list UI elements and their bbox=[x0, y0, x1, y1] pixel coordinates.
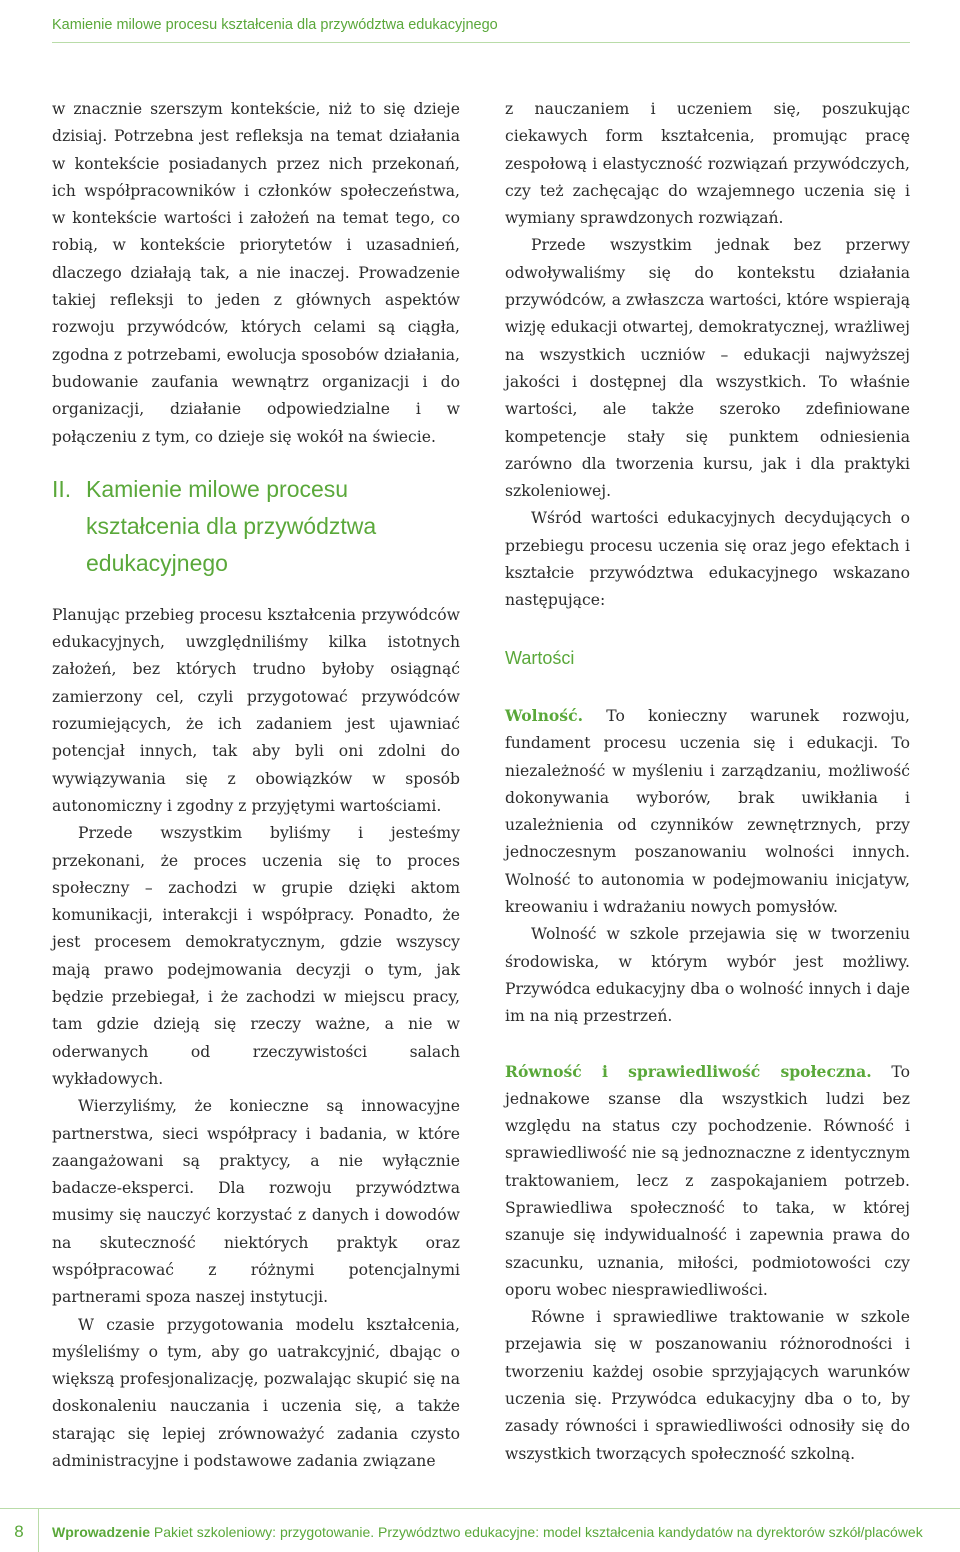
header-divider bbox=[52, 42, 910, 43]
footer-title: Pakiet szkoleniowy: przygotowanie. Przywództwo edukacyjne: model kształcenia kandydatów na dyrektorów szkół/placówek bbox=[150, 1524, 923, 1540]
paragraph: Wierzyliśmy, że konieczne są innowacyjne partnerstwa, sieci współpracy i badania, w które zaangażowani są praktycy, a nie wyłącznie badacze-eksperci. Dla rozwoju przywództwa musimy się nauczyć korzystać z danych i dowodów na skuteczność niektórych praktyk oraz współpracować z różnymi potencjalnymi partnerami spoza naszej instytucji. bbox=[52, 1097, 460, 1307]
paragraph-equality bbox=[505, 1058, 910, 1305]
section-heading bbox=[52, 471, 460, 582]
left-column bbox=[52, 96, 460, 1475]
section-title: Kamienie milowe procesu kształcenia dla przywództwa edukacyjnego bbox=[86, 475, 377, 576]
term-equality: Równość i sprawiedliwość społeczna. bbox=[505, 1061, 872, 1081]
paragraph-freedom bbox=[505, 702, 910, 921]
values-subheading: Wartości bbox=[505, 647, 575, 668]
paragraph: w znacznie szerszym kontekście, niż to się dzieje dzisiaj. Potrzebna jest refleksja na temat działania w kontekście posiadanych przez nich przekonań, ich współpracowników i członków społeczeństwa, w kontekście wartości i założeń na temat tego, co robią, w kontekście priorytetów i uzasadnień, dlaczego działają tak, a nie inaczej. Prowadzenie takiej refleksji to jeden z głównych aspektów rozwoju przywódców, których celami są ciągła, zgodna z potrzebami, ewolucja sposobów działania, budowanie zaufania wewnątrz organizacji i do organizacji, działanie odpowiedzialne i w połączeniu z tym, co dzieje się wokół na świecie. bbox=[52, 100, 460, 446]
paragraph-text: To konieczny warunek rozwoju, fundament procesu uczenia się i edukacji. To niezależność w myśleniu i zarządzaniu, możliwość dokonywania wyborów, brak uwikłania i uzależnienia od czynników zewnętrznych, przy jednoczesnym poszanowaniu wolności innych. Wolność to autonomia w podejmowaniu inicjatyw, kreowaniu i wdrażaniu nowych pomysłów. bbox=[505, 706, 910, 917]
paragraph: Wśród wartości edukacyjnych decydujących o przebiegu procesu uczenia się oraz jego efektach i kształcie przywództwa edukacyjnego wskazano następujące: bbox=[505, 509, 910, 610]
paragraph: Równe i sprawiedliwe traktowanie w szkole przejawia się w poszanowaniu różnorodności i tworzeniu każdej osobie sprzyjających warunków uczenia się. Przywódca edukacyjny dba o to, by zasady równości i sprawiedliwości odnosiły się do wszystkich tworzących społeczność szkolną. bbox=[505, 1308, 910, 1463]
paragraph-text: To jednakowe szanse dla wszystkich ludzi bez względu na status czy pochodzenie. Równość i sprawiedliwość nie są jednoznaczne z identycznym traktowaniem, lecz z zaspokajaniem potrzeb. Sprawiedliwa społeczność to taka, w której szanuje się indywidualność i zapewnia prawa do szacunku, uznania, miłości, podmiotowości czy oporu wobec niesprawiedliwości. bbox=[505, 1062, 910, 1299]
spacer bbox=[505, 1031, 910, 1058]
page-number: 8 bbox=[14, 1522, 24, 1541]
term-freedom: Wolność. bbox=[505, 705, 584, 725]
footer-section: Wprowadzenie bbox=[52, 1524, 151, 1540]
paragraph: W czasie przygotowania modelu kształcenia, myśleliśmy o tym, aby go uatrakcyjnić, dbając o większą profesjonalizację, pozwalając skupić się na doskonaleniu nauczania i uczenia się, a także starając się lepiej zrównoważyć zadania czysto administracyjne i podstawowe zadania związane bbox=[52, 1315, 460, 1471]
paragraph: Wolność w szkole przejawia się w tworzeniu środowiska, w którym wybór jest możliwy. Przywódca edukacyjny dba o wolność innych i daje im na nią przestrzeń. bbox=[505, 925, 910, 1026]
section-number: II. bbox=[52, 475, 72, 502]
footer-vertical-divider bbox=[38, 1508, 39, 1552]
paragraph: Planując przebieg procesu kształcenia przywódców edukacyjnych, uwzględniliśmy kilka istotnych założeń, bez których trudno byłoby osiągnąć zamierzony cel, czyli przygotować przywódców rozumiejących, że ich zadaniem jest ujawniać potencjał innych, tak aby byli oni zdolni do wywiązywania się z obowiązków w sposób autonomiczny i zgodny z przyjętymi wartościami. bbox=[52, 605, 460, 815]
right-column bbox=[505, 96, 910, 1468]
paragraph: Przede wszystkim byliśmy i jesteśmy przekonani, że proces uczenia się to proces społeczny – zachodzi w grupie dzięki aktom komunikacji, interakcji i współpracy. Ponadto, że jest procesem demokratycznym, gdzie wszyscy mają prawo podejmowania decyzji o tym, jak będzie przebiegał, i że zachodzi w miejscu pracy, tam gdzie dzieją się rzeczy ważne, a nie w oderwanych od rzeczywistości salach wykładowych. bbox=[52, 824, 460, 1088]
paragraph: Przede wszystkim jednak bez przerwy odwoływaliśmy się do kontekstu działania przywódców, a zwłaszcza wartości, które wspierają wizję edukacji otwartej, demokratycznej, wrażliwej na wszystkich uczniów – edukacji najwyższej jakości i dostępnej dla wszystkich. To właśnie wartości, ale także szeroko zdefiniowane kompetencje stały się punktem odniesienia zarówno dla tworzenia kursu, jak i dla praktyki szkoleniowej. bbox=[505, 236, 910, 501]
paragraph: z nauczaniem i uczeniem się, poszukując ciekawych form kształcenia, promując pracę zespołową i elastyczność rozwiązań przywódczych, czy też zachęcając do wzajemnego uczenia się i wymiany sprawdzonych rozwiązań. bbox=[505, 100, 910, 228]
footer-text bbox=[52, 1524, 950, 1540]
footer-divider bbox=[0, 1508, 960, 1509]
running-header: Kamienie milowe procesu kształcenia dla przywództwa edukacyjnego bbox=[52, 17, 498, 33]
page-footer bbox=[0, 1522, 960, 1546]
